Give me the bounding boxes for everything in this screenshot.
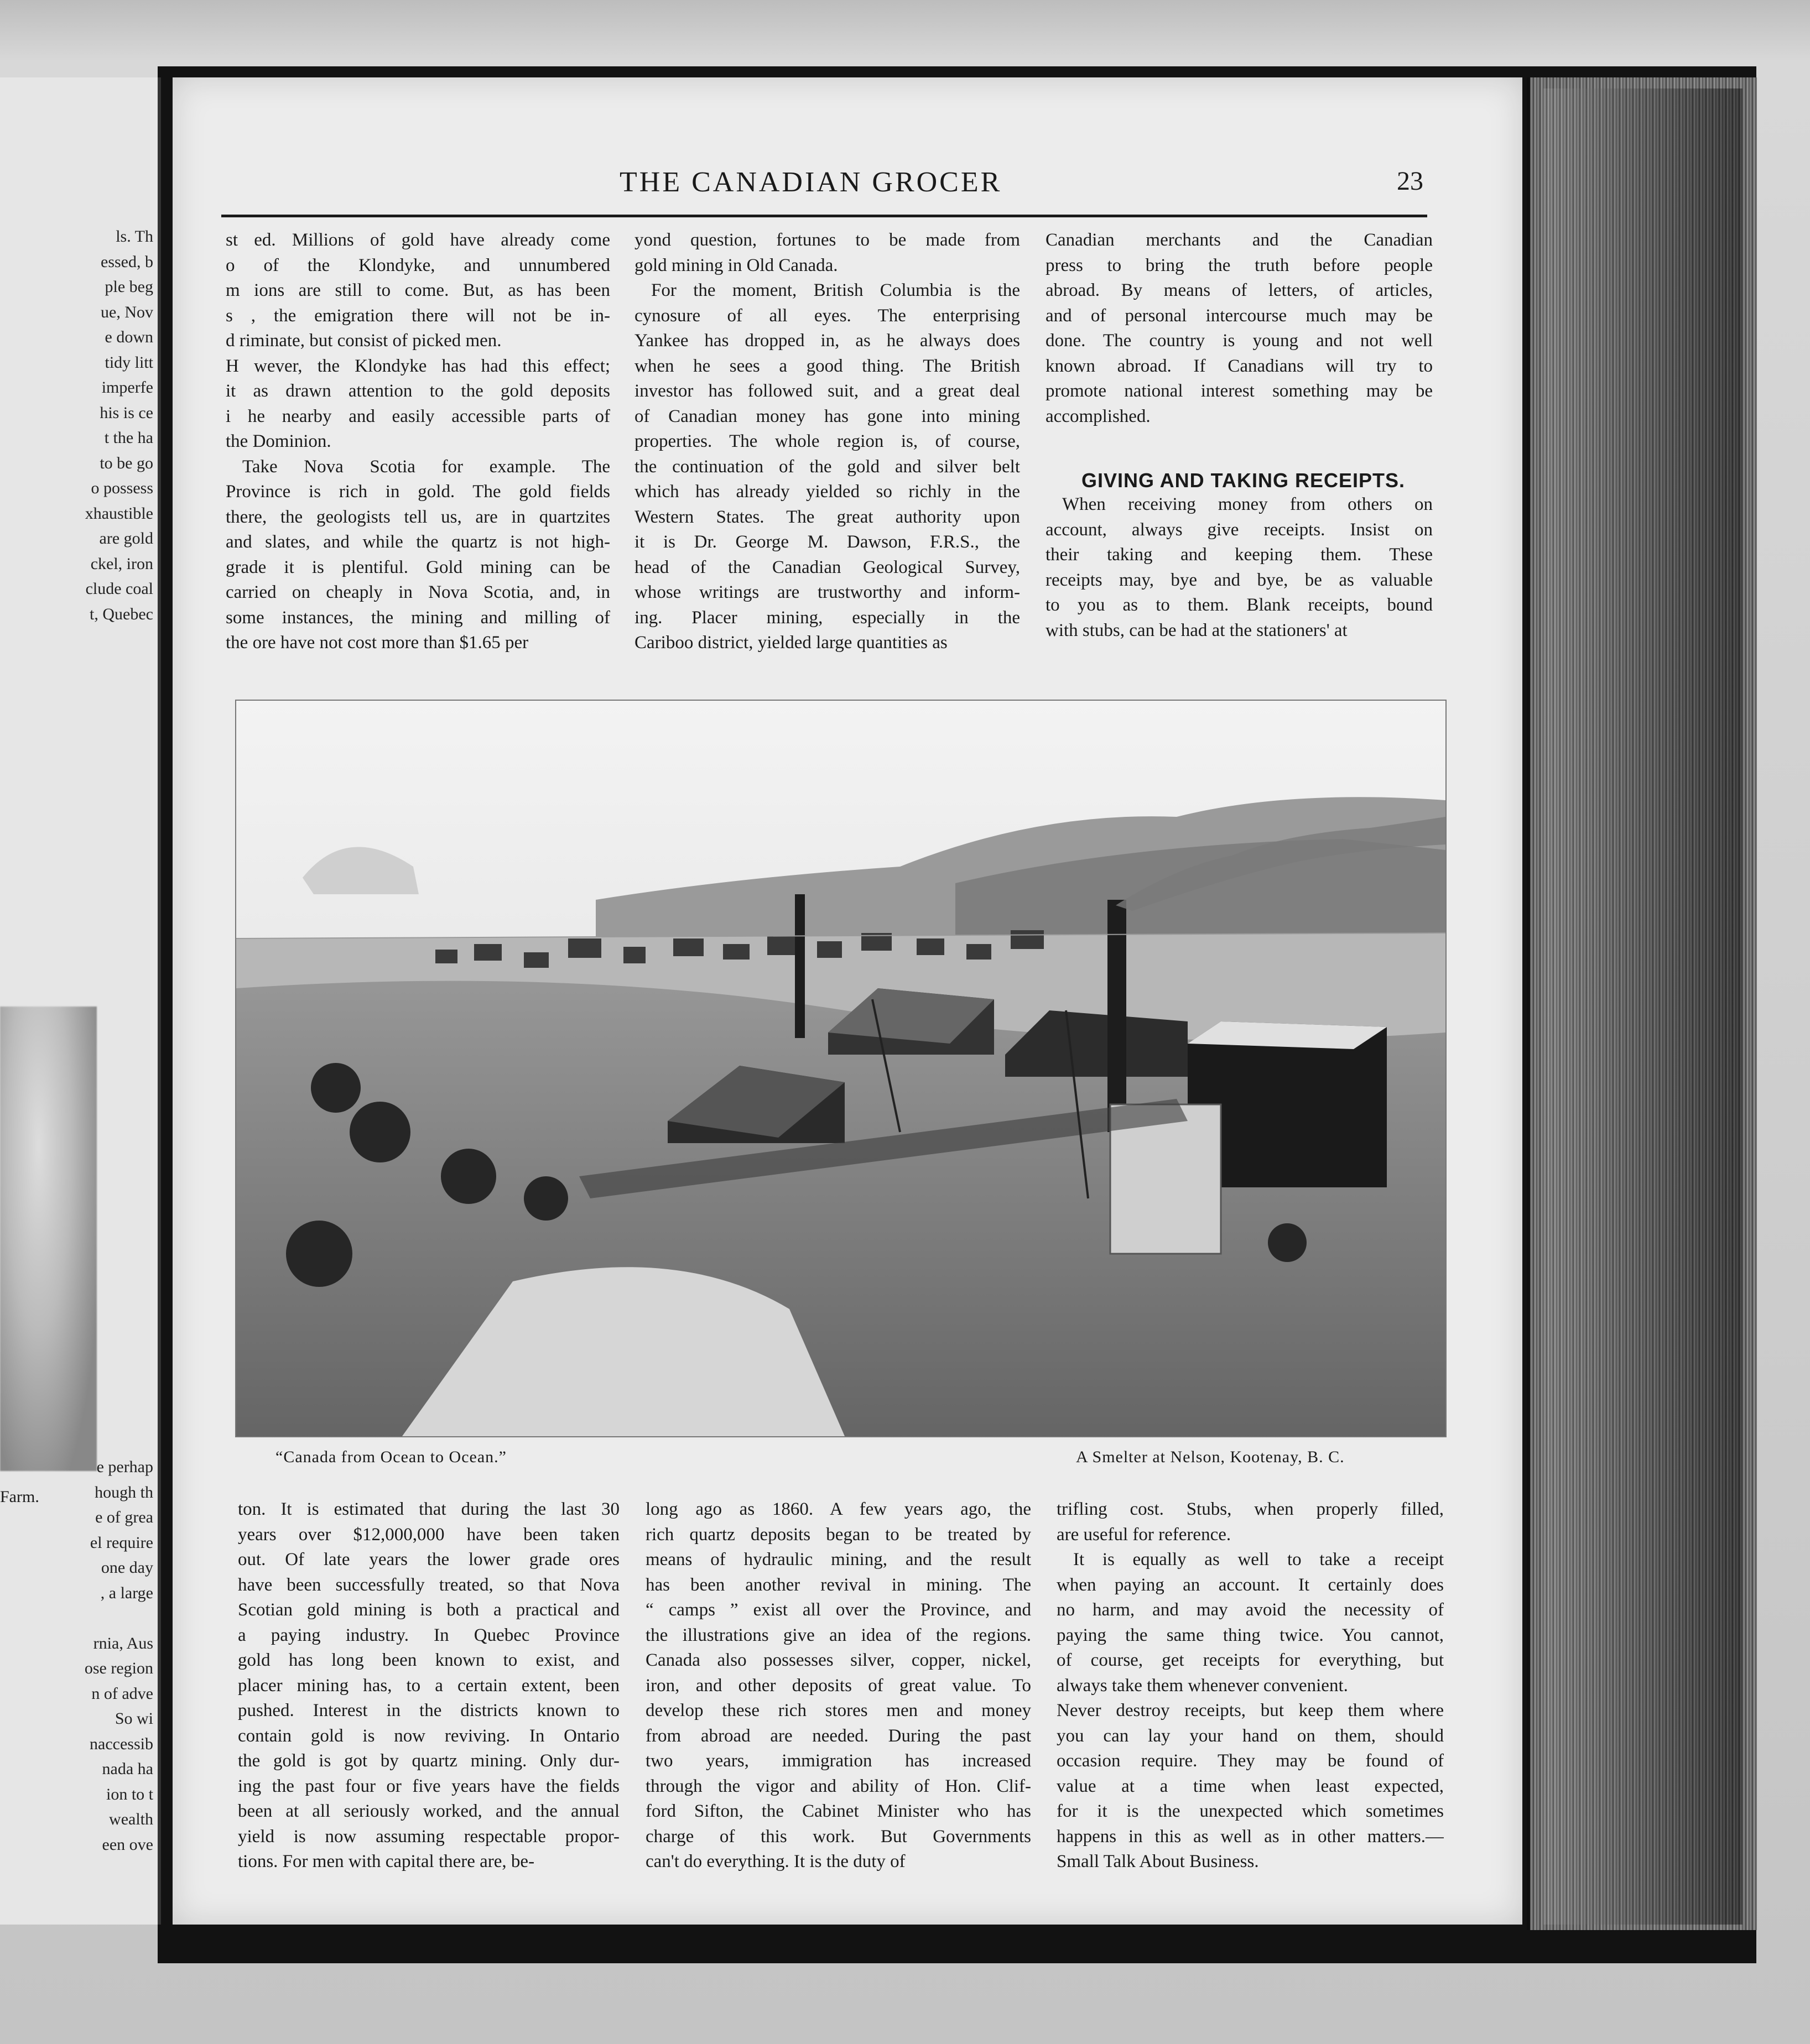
text-line: head of the Canadian Geological Survey,	[634, 557, 1020, 577]
left-page-text-line: ckel, iron	[90, 554, 153, 573]
left-page	[0, 77, 161, 1925]
article-column-1	[226, 228, 610, 656]
text-line: happens in this as well as in other matters.—	[1057, 1826, 1444, 1847]
text-line: and slates, and while the quartz is not high-	[226, 532, 610, 552]
text-line: iron, and other deposits of great value. To	[646, 1675, 1031, 1696]
left-page-caption: Farm.	[0, 1488, 39, 1506]
text-line: rich quartz deposits began to be treated by	[646, 1524, 1031, 1545]
left-page-text-line: wealth	[109, 1810, 153, 1828]
text-line: It is equally as well to take a receipt	[1073, 1550, 1444, 1569]
text-line: gold has long been known to exist, and	[238, 1650, 620, 1670]
left-page-text-line: xhaustible	[85, 504, 153, 523]
left-page-text-line: ls. Th	[116, 227, 153, 246]
smelter-photo-illustration	[236, 701, 1445, 1436]
text-line: Canada also possesses silver, copper, nickel,	[646, 1650, 1031, 1670]
left-page-text-line: t, Quebec	[90, 604, 153, 623]
left-page-text-line: e perhap	[96, 1458, 153, 1476]
text-line: Small Talk About Business.	[1057, 1852, 1259, 1871]
text-line: placer mining has, to a certain extent, been	[238, 1675, 620, 1696]
text-line: two years, immigration has increased	[646, 1751, 1031, 1771]
text-line: with stubs, can be had at the stationers' at	[1046, 620, 1348, 640]
text-line: it is Dr. George M. Dawson, F.R.S., the	[634, 532, 1020, 552]
text-line: you can lay your hand on them, should	[1057, 1725, 1444, 1746]
text-line: value at a time when least expected,	[1057, 1776, 1444, 1796]
text-line: from abroad are needed. During the past	[646, 1725, 1031, 1746]
text-line: the illustrations give an idea of the regions.	[646, 1625, 1031, 1645]
text-line: tions. For men with capital there are, be-	[238, 1852, 535, 1871]
text-line: account, always give receipts. Insist on	[1046, 519, 1433, 540]
left-page-text-line: one day	[101, 1558, 153, 1577]
text-line: can't do everything. It is the duty of	[646, 1852, 906, 1871]
left-page-text-line: t the ha	[104, 429, 153, 447]
left-page-text-line: n of adve	[91, 1684, 153, 1703]
article-column-6	[1057, 1497, 1444, 1875]
left-page-text-line: his is ce	[100, 403, 153, 422]
page-edge-shading	[1543, 88, 1743, 1925]
text-line: and of personal intercourse much may be	[1046, 305, 1433, 326]
text-line: means of hydraulic mining, and the result	[646, 1550, 1031, 1569]
text-line: H wever, the Klondyke has had this effect;	[226, 356, 610, 376]
section-heading: GIVING AND TAKING RECEIPTS.	[1081, 469, 1406, 492]
text-line: charge of this work. But Governments	[646, 1826, 1031, 1847]
text-line: promote national interest something may be	[1046, 381, 1433, 401]
text-line: receipts may, bye and bye, be as valuable	[1046, 570, 1433, 590]
left-page-text-line: ple beg	[105, 278, 153, 296]
photo-caption-left: “Canada from Ocean to Ocean.”	[275, 1448, 507, 1466]
text-line: accomplished.	[1046, 406, 1151, 426]
text-line: the ore have not cost more than $1.65 per	[226, 633, 529, 653]
text-line: when he sees a good thing. The British	[634, 356, 1020, 376]
text-line: Scotian gold mining is both a practical and	[238, 1600, 620, 1620]
text-line: s , the emigration there will not be in-	[226, 305, 610, 326]
text-line: the continuation of the gold and silver belt	[634, 456, 1020, 477]
text-line: Canadian merchants and the Canadian	[1046, 230, 1433, 250]
text-line: contain gold is now reviving. In Ontario	[238, 1725, 620, 1746]
text-line: Cariboo district, yielded large quantities as	[634, 633, 948, 653]
text-line: When receiving money from others on	[1062, 494, 1433, 514]
text-line: yield is now assuming respectable propor-	[238, 1826, 620, 1847]
text-line: Take Nova Scotia for example. The	[242, 456, 610, 477]
text-line: through the vigor and ability of Hon. Clif-	[646, 1776, 1031, 1796]
text-line: cynosure of all eyes. The enterprising	[634, 305, 1020, 326]
left-page-text-line: ose region	[84, 1659, 153, 1677]
left-page-text-line: rnia, Aus	[93, 1634, 153, 1652]
text-line: done. The country is young and not well	[1046, 331, 1433, 351]
text-line: out. Of late years the lower grade ores	[238, 1550, 620, 1569]
text-line: gold mining in Old Canada.	[634, 255, 838, 275]
text-line: some instances, the mining and milling of	[226, 607, 610, 628]
text-line: trifling cost. Stubs, when properly filled,	[1057, 1499, 1444, 1519]
text-line: which has already yielded so richly in the	[634, 482, 1020, 502]
text-line: develop these rich stores men and money	[646, 1701, 1031, 1720]
left-page-text-line: ue, Nov	[101, 303, 153, 321]
article-column-3	[1046, 228, 1433, 429]
text-line: long ago as 1860. A few years ago, the	[646, 1499, 1031, 1519]
text-line: always take them whenever convenient.	[1057, 1675, 1348, 1696]
text-line: For the moment, British Columbia is the	[651, 280, 1020, 300]
left-page-text-line: are gold	[99, 529, 153, 548]
text-line: press to bring the truth before people	[1046, 255, 1433, 275]
left-page-text-line: naccessib	[90, 1734, 153, 1753]
left-page-text-line: e of grea	[95, 1508, 153, 1526]
text-line: yond question, fortunes to be made from	[634, 230, 1020, 250]
text-line: properties. The whole region is, of course,	[634, 431, 1020, 451]
text-line: grade it is plentiful. Gold mining can be	[226, 557, 610, 577]
text-line: has been another revival in mining. The	[646, 1574, 1031, 1595]
article-column-5	[646, 1497, 1031, 1875]
left-page-text-line: hough th	[95, 1483, 153, 1501]
left-page-text-line: el require	[90, 1533, 153, 1552]
left-page-text-line: to be go	[100, 453, 153, 472]
text-line: “ camps ” exist all over the Province, and	[646, 1600, 1031, 1620]
text-line: pushed. Interest in the districts known to	[238, 1701, 620, 1720]
left-page-text-line: e down	[105, 328, 153, 346]
text-line: ford Sifton, the Cabinet Minister who has	[646, 1801, 1031, 1821]
text-line: whose writings are trustworthy and inform-	[634, 582, 1020, 602]
left-page-text-line: o possess	[91, 479, 153, 497]
page-header-title: THE CANADIAN GROCER	[620, 166, 1002, 198]
text-line: Western States. The great authority upon	[634, 507, 1020, 527]
text-line: occasion require. They may be found of	[1057, 1751, 1444, 1771]
text-line: d riminate, but consist of picked men.	[226, 331, 502, 351]
text-line: years over $12,000,000 have been taken	[238, 1524, 620, 1545]
left-page-text-line: ion to t	[106, 1785, 153, 1803]
text-line: known abroad. If Canadians will try to	[1046, 356, 1433, 376]
left-page-text-line: tidy litt	[105, 353, 153, 372]
left-page-text-line: essed, b	[101, 252, 153, 271]
text-line: their taking and keeping them. These	[1046, 545, 1433, 565]
text-line: Never destroy receipts, but keep them where	[1057, 1701, 1444, 1720]
text-line: been at all seriously worked, and the annual	[238, 1801, 620, 1821]
left-page-text-line: , a large	[100, 1583, 153, 1602]
text-line: carried on cheaply in Nova Scotia, and, in	[226, 582, 610, 602]
text-line: i he nearby and easily accessible parts of	[226, 406, 610, 426]
text-line: no harm, and may avoid the necessity of	[1057, 1600, 1444, 1620]
text-line: m ions are still to come. But, as has been	[226, 280, 610, 300]
header-rule	[221, 215, 1427, 217]
text-line: it as drawn attention to the gold deposits	[226, 381, 610, 401]
left-page-text-line: imperfe	[101, 378, 153, 397]
photo-caption-right: A Smelter at Nelson, Kootenay, B. C.	[1076, 1448, 1345, 1466]
text-line: ing the past four or five years have the fields	[238, 1776, 620, 1796]
left-page-photo	[0, 1007, 97, 1471]
article-column-4	[238, 1497, 620, 1875]
page-number: 23	[1397, 166, 1423, 196]
text-line: ton. It is estimated that during the last 30	[238, 1499, 620, 1519]
text-line: a paying industry. In Quebec Province	[238, 1625, 620, 1645]
text-line: when paying an account. It certainly does	[1057, 1574, 1444, 1595]
text-line: Province is rich in gold. The gold fields	[226, 482, 610, 502]
left-page-text-line: een ove	[102, 1835, 153, 1854]
text-line: there, the geologists tell us, are in quartzites	[226, 507, 610, 527]
text-line: o of the Klondyke, and unnumbered	[226, 255, 610, 275]
smelter-photo	[235, 700, 1447, 1437]
text-line: of Canadian money has gone into mining	[634, 406, 1020, 426]
left-page-text-line: So wi	[115, 1709, 153, 1728]
text-line: ing. Placer mining, especially in the	[634, 607, 1020, 628]
text-line: to you as to them. Blank receipts, bound	[1046, 595, 1433, 615]
text-line: of course, get receipts for everything, but	[1057, 1650, 1444, 1670]
text-line: Yankee has dropped in, as he always does	[634, 331, 1020, 351]
text-line: have been successfully treated, so that Nova	[238, 1574, 620, 1595]
left-page-text-line: nada ha	[102, 1760, 153, 1778]
text-line: are useful for reference.	[1057, 1524, 1231, 1545]
receipts-intro	[1046, 492, 1433, 643]
text-line: the gold is got by quartz mining. Only dur-	[238, 1751, 620, 1771]
left-page-text-line: clude coal	[85, 580, 153, 598]
text-line: the Dominion.	[226, 431, 331, 451]
article-column-2	[634, 228, 1020, 656]
text-line: st ed. Millions of gold have already come	[226, 230, 610, 250]
text-line: paying the same thing twice. You cannot,	[1057, 1625, 1444, 1645]
text-line: abroad. By means of letters, of articles,	[1046, 280, 1433, 300]
text-line: for it is the unexpected which sometimes	[1057, 1801, 1444, 1821]
text-line: investor has followed suit, and a great deal	[634, 381, 1020, 401]
